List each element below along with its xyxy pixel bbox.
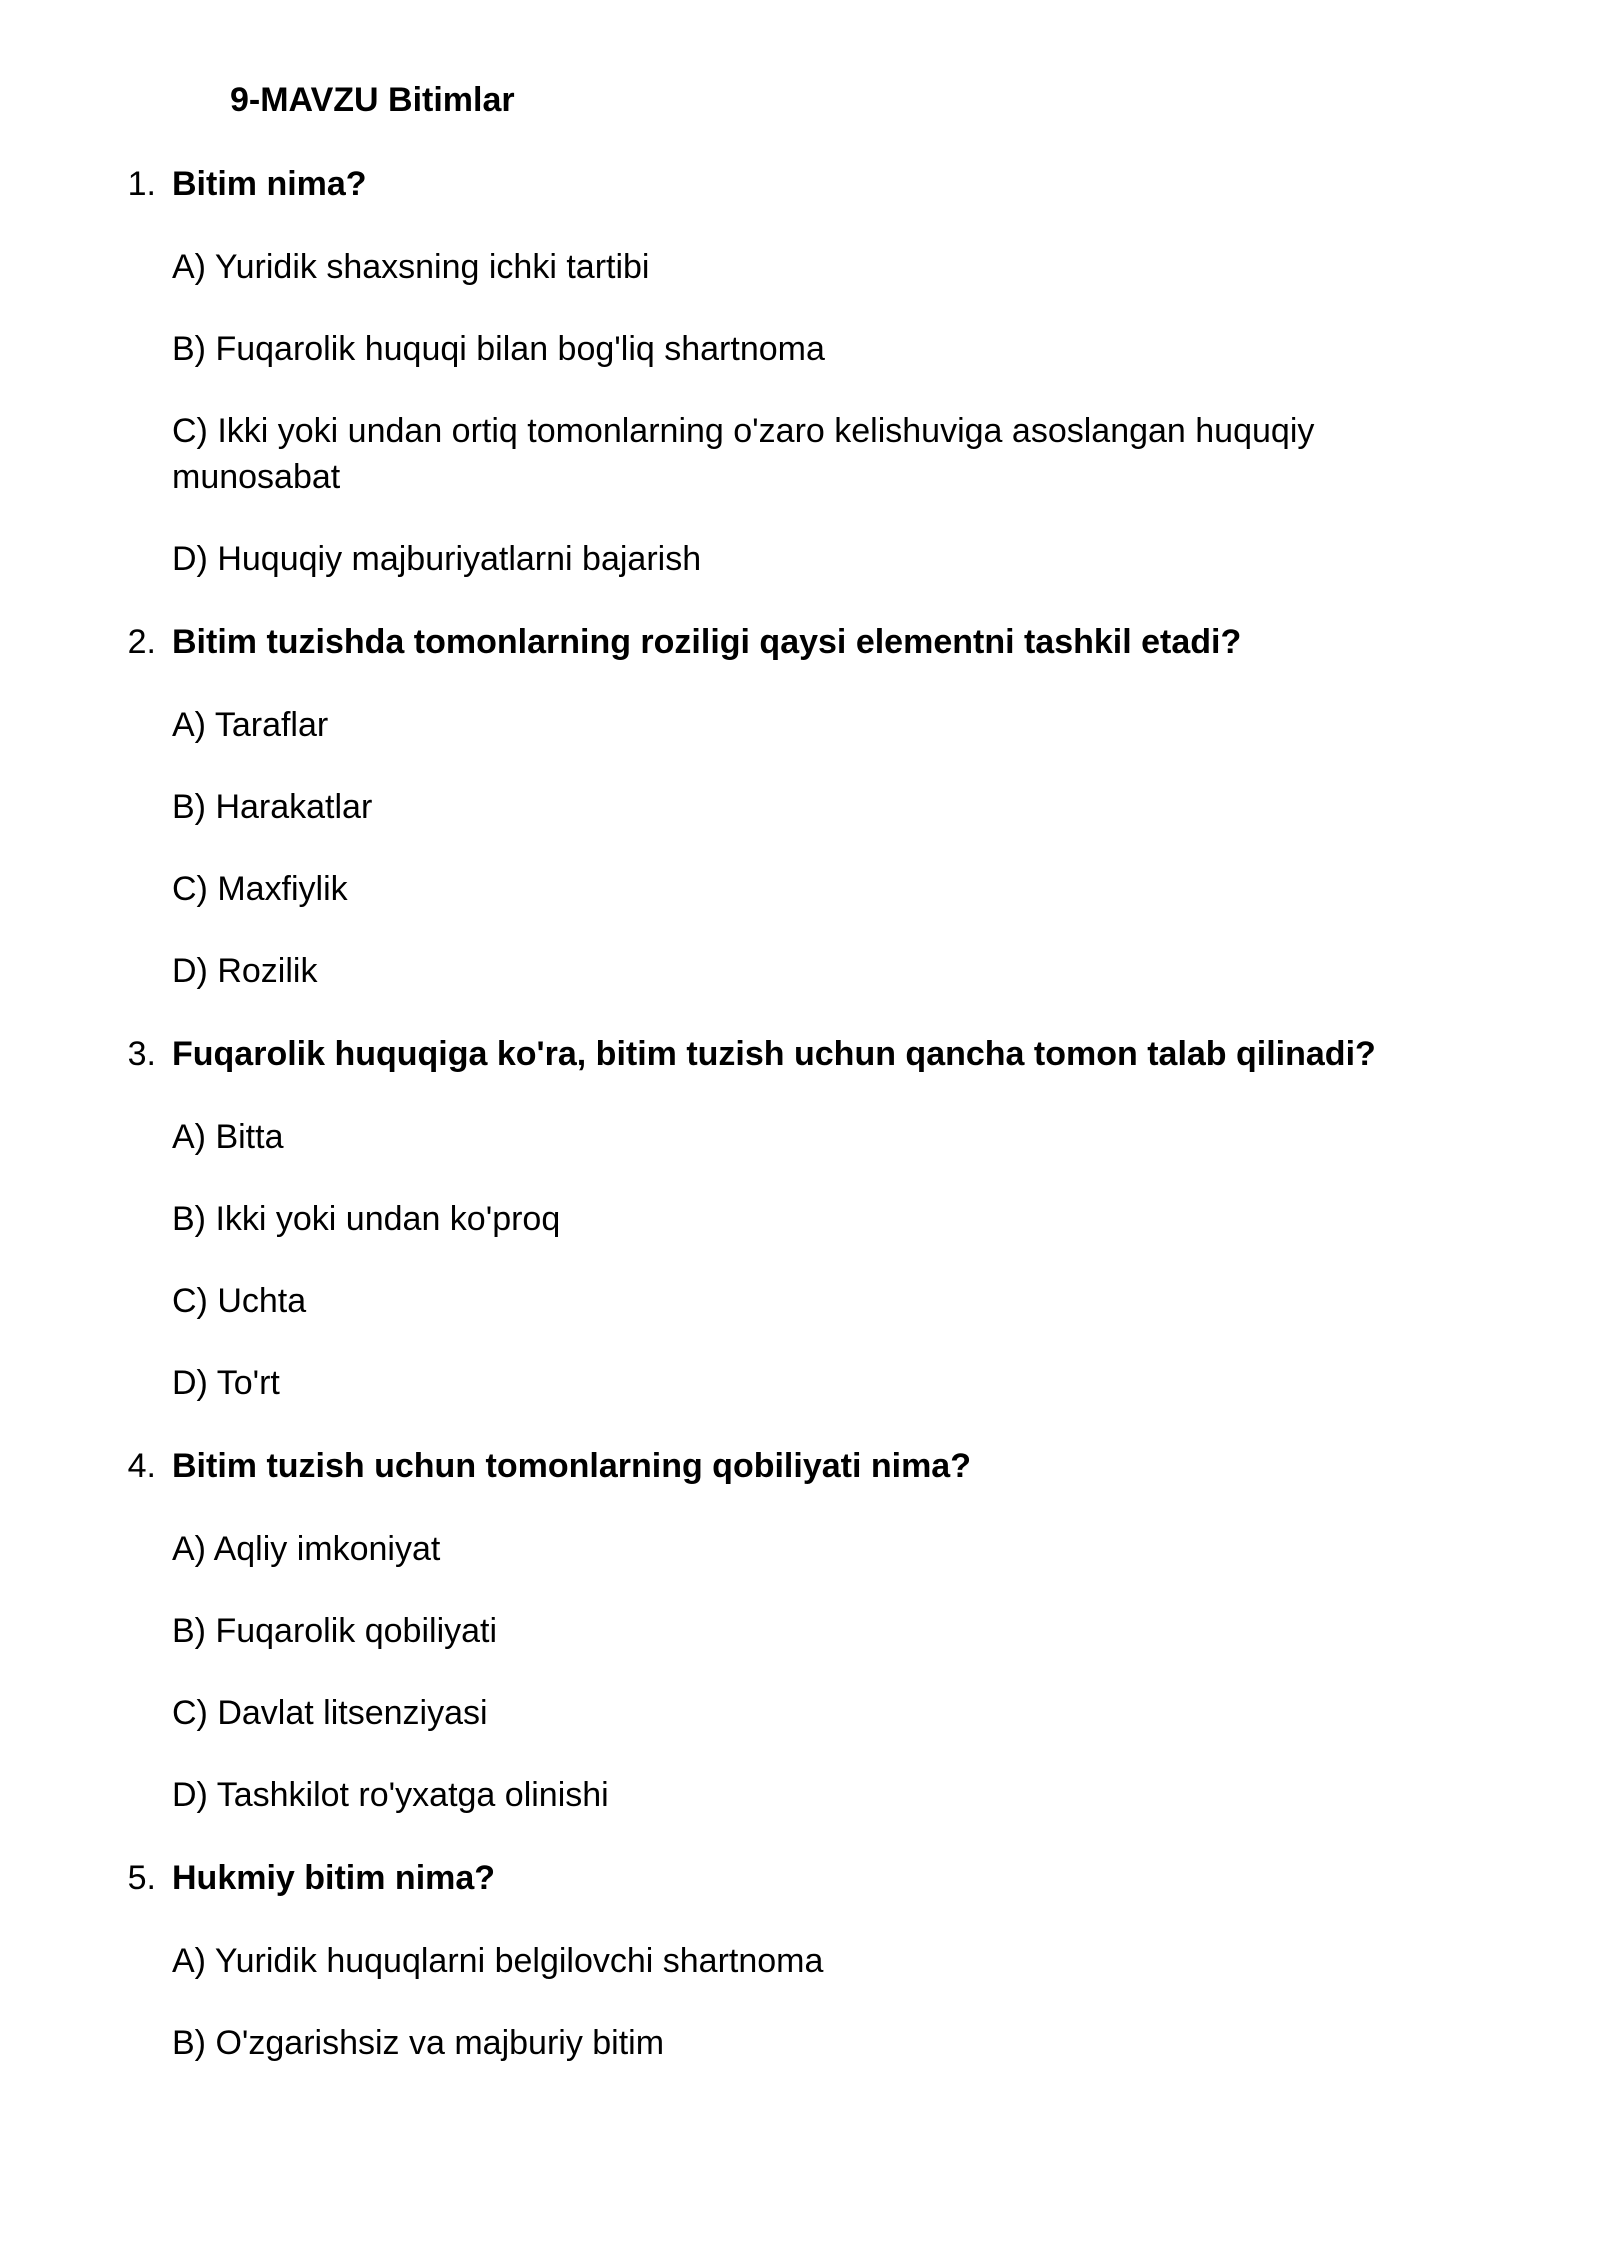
question-item bbox=[0, 1854, 1600, 2066]
question-item bbox=[0, 1030, 1600, 1406]
answer-option-b: B) Fuqarolik qobiliyati bbox=[172, 1612, 498, 1650]
answer-option-c: C) Uchta bbox=[172, 1282, 307, 1320]
question-number: 4. bbox=[127, 1447, 156, 1485]
answer-option-d: D) Tashkilot ro'yxatga olinishi bbox=[172, 1776, 609, 1814]
answer-option-a: A) Yuridik huquqlarni belgilovchi shartnoma bbox=[172, 1942, 824, 1980]
answer-options bbox=[0, 1526, 1600, 1818]
question-header bbox=[0, 160, 1600, 208]
question-text: Bitim tuzishda tomonlarning roziligi qaysi elementni tashkil etadi? bbox=[172, 623, 1242, 661]
question-header bbox=[0, 618, 1600, 666]
answer-option-b: B) Ikki yoki undan ko'proq bbox=[172, 1200, 561, 1238]
question-list bbox=[0, 160, 1600, 2102]
answer-option-d: D) Rozilik bbox=[172, 952, 318, 990]
question-number: 2. bbox=[127, 623, 156, 661]
question-item bbox=[0, 1442, 1600, 1818]
answer-options bbox=[0, 702, 1600, 994]
question-text: Fuqarolik huquqiga ko'ra, bitim tuzish uchun qancha tomon talab qilinadi? bbox=[172, 1035, 1376, 1073]
answer-option-a: A) Bitta bbox=[172, 1118, 284, 1156]
answer-option-c: C) Maxfiylik bbox=[172, 870, 348, 908]
answer-options bbox=[0, 244, 1600, 582]
answer-option-d: D) Huquqiy majburiyatlarni bajarish bbox=[172, 540, 702, 578]
question-text: Bitim tuzish uchun tomonlarning qobiliyati nima? bbox=[172, 1447, 971, 1485]
question-number: 5. bbox=[127, 1859, 156, 1897]
question-number: 1. bbox=[127, 165, 156, 203]
answer-option-b: B) O'zgarishsiz va majburiy bitim bbox=[172, 2024, 665, 2062]
question-header bbox=[0, 1854, 1600, 1902]
answer-option-b: B) Harakatlar bbox=[172, 788, 373, 826]
question-text: Hukmiy bitim nima? bbox=[172, 1859, 496, 1897]
answer-options bbox=[0, 1114, 1600, 1406]
answer-option-d: D) To'rt bbox=[172, 1364, 280, 1402]
answer-option-b: B) Fuqarolik huquqi bilan bog'liq shartnoma bbox=[172, 330, 825, 368]
question-header bbox=[0, 1442, 1600, 1490]
question-text: Bitim nima? bbox=[172, 165, 367, 203]
question-header bbox=[0, 1030, 1600, 1078]
question-item bbox=[0, 618, 1600, 994]
answer-options bbox=[0, 1938, 1600, 2066]
document-title: 9-MAVZU Bitimlar bbox=[230, 81, 515, 119]
question-number: 3. bbox=[127, 1035, 156, 1073]
answer-option-a: A) Yuridik shaxsning ichki tartibi bbox=[172, 248, 650, 286]
answer-option-c: C) Ikki yoki undan ortiq tomonlarning o'zaro kelishuviga asoslangan huquqiy munosabat bbox=[172, 412, 1315, 496]
answer-option-a: A) Taraflar bbox=[172, 706, 329, 744]
answer-option-a: A) Aqliy imkoniyat bbox=[172, 1530, 441, 1568]
question-item bbox=[0, 160, 1600, 582]
answer-option-c: C) Davlat litsenziyasi bbox=[172, 1694, 488, 1732]
